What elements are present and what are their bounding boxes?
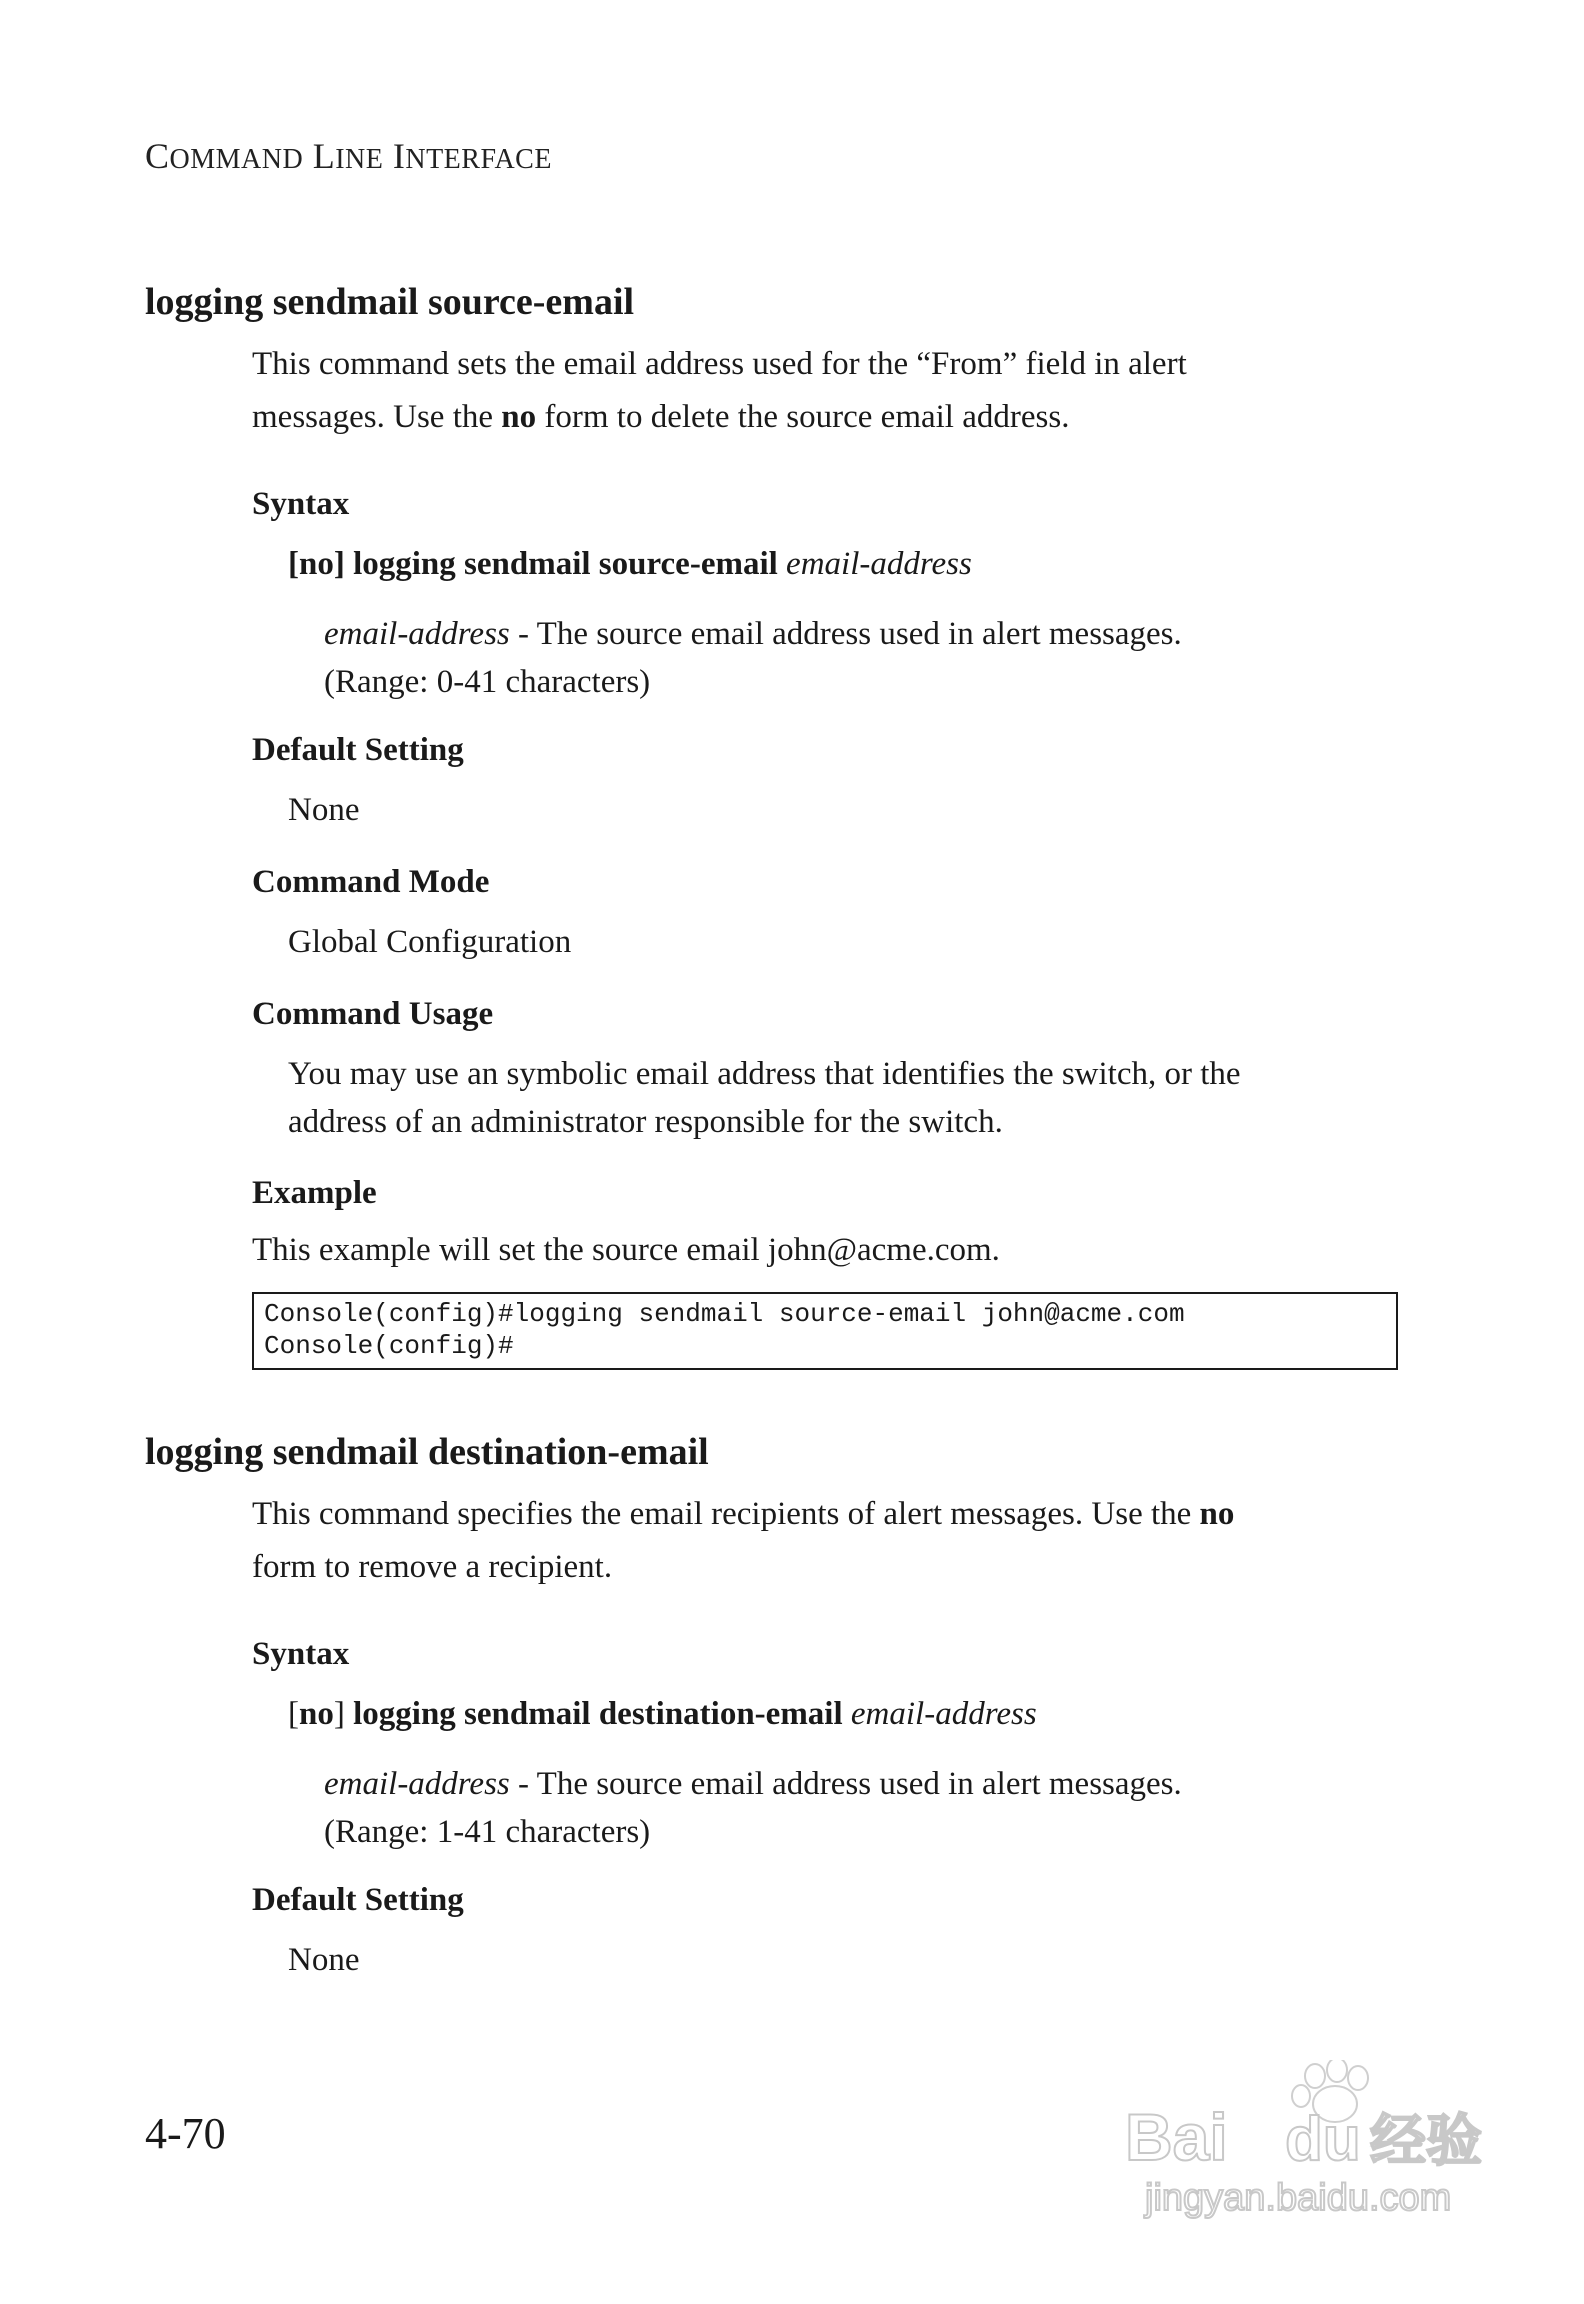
section2-description: This command specifies the email recipients of alert messages. Use the no form to remove a recipient. — [252, 1496, 1235, 1585]
section1-example-text: This example will set the source email john@acme.com. — [252, 1232, 1000, 1268]
section1-code-example: Console(config)#logging sendmail source-email john@acme.com Console(config)# — [252, 1292, 1398, 1370]
section1-default-heading: Default Setting — [252, 732, 464, 768]
section1-description: This command sets the email address used for the “From” field in alert messages. Use the no form to delete the source email address. — [252, 346, 1187, 435]
section1-parameter: email-address - The source email address used in alert messages. (Range: 0-41 characters) — [324, 616, 1182, 700]
section2-title: logging sendmail destination-email — [145, 1431, 709, 1473]
section1-default-value: None — [288, 792, 360, 828]
section1-usage-text: You may use an symbolic email address that identifies the switch, or the address of an administrator responsible for the switch. — [288, 1056, 1241, 1140]
running-head: COMMAND LINE INTERFACE — [145, 136, 552, 176]
section1-title: logging sendmail source-email — [145, 281, 635, 323]
section2-parameter: email-address - The source email address used in alert messages. (Range: 1-41 characters) — [324, 1766, 1182, 1850]
section1-example-heading: Example — [252, 1175, 377, 1211]
section1-mode-value: Global Configuration — [288, 924, 572, 960]
baidu-watermark — [1115, 2060, 1495, 2240]
page-number: 4-70 — [145, 2109, 226, 2158]
watermark-brand: Bai — [1125, 2100, 1228, 2174]
section1-usage-heading: Command Usage — [252, 996, 494, 1032]
section2-default-value: None — [288, 1942, 360, 1978]
watermark-url: jingyan.baidu.com — [1145, 2177, 1452, 2219]
section1-syntax-heading: Syntax — [252, 486, 350, 522]
section1-mode-heading: Command Mode — [252, 864, 490, 900]
watermark-brand2: du — [1285, 2105, 1361, 2174]
watermark-cn: 经验 — [1370, 2109, 1482, 2172]
section2-default-heading: Default Setting — [252, 1882, 464, 1918]
section1-syntax: [no] logging sendmail source-email email-address — [288, 546, 972, 582]
section2-syntax: [no] logging sendmail destination-email email-address — [288, 1696, 1037, 1732]
section2-syntax-heading: Syntax — [252, 1636, 350, 1672]
